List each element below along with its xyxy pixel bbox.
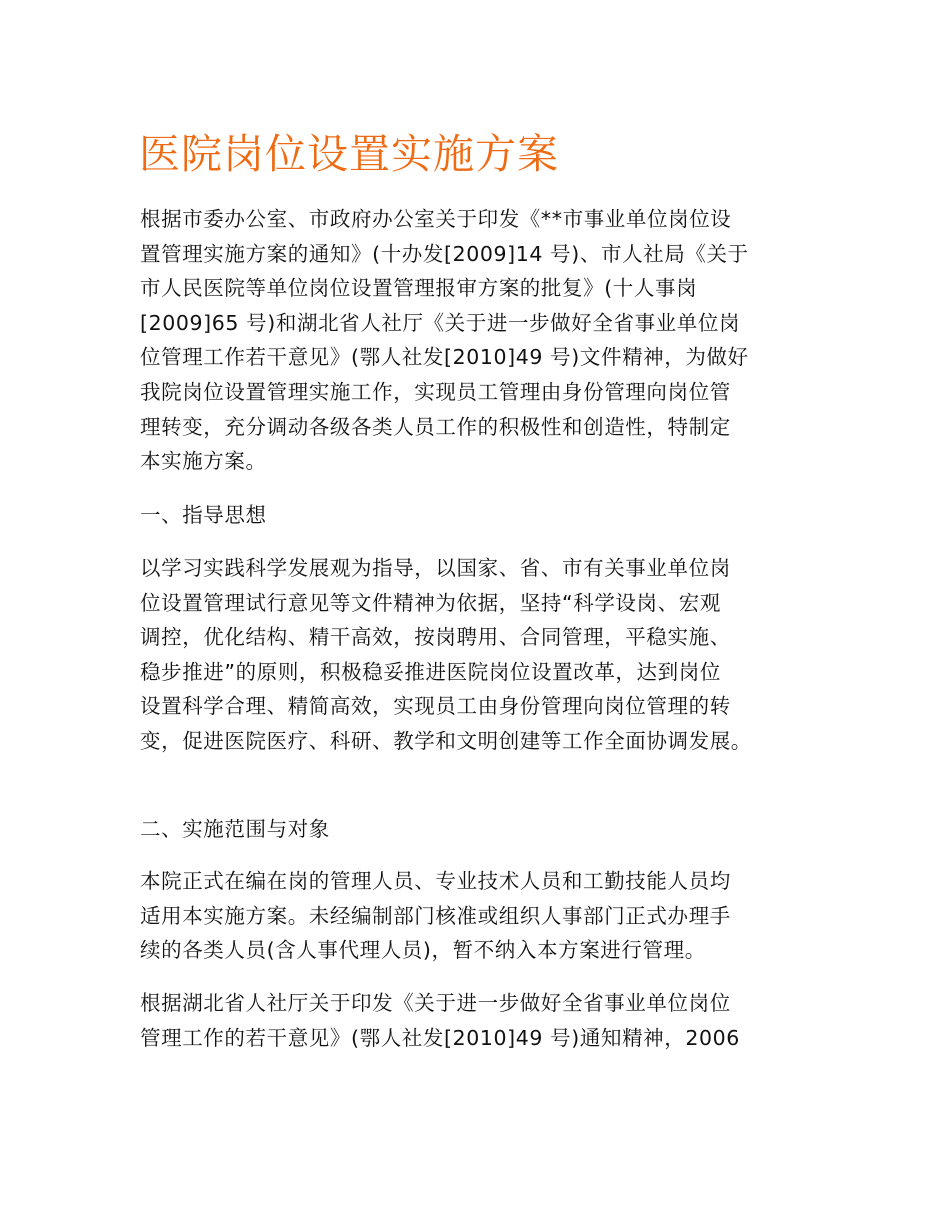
- text-line: [2009]65 号)和湖北省人社厅《关于进一步做好全省事业单位岗: [140, 310, 741, 335]
- text-line: 设置科学合理、精简高效，实现员工由身份管理向岗位管理的转: [140, 694, 731, 719]
- text-line: 位管理工作若干意见》(鄂人社发[2010]49 号)文件精神，为做好: [140, 345, 749, 370]
- text-line: 根据市委办公室、市政府办公室关于印发《**市事业单位岗位设: [140, 207, 732, 231]
- section2-paragraph-1: [140, 864, 731, 968]
- text-line: 调控，优化结构、精干高效，按岗聘用、合同管理，平稳实施、: [140, 625, 731, 650]
- text-line: 位设置管理试行意见等文件精神为依据，坚持“科学设岗、宏观: [140, 590, 721, 615]
- text-line: 本院正式在编在岗的管理人员、专业技术人员和工勤技能人员均: [140, 869, 731, 893]
- text-line: 根据湖北省人社厅关于印发《关于进一步做好全省事业单位岗位: [140, 991, 731, 1015]
- text-line: 适用本实施方案。未经编制部门核准或组织人事部门正式办理手: [140, 903, 731, 928]
- section1-paragraph: [140, 551, 752, 759]
- section-heading-scope: 二、实施范围与对象: [140, 817, 330, 841]
- text-line: 管理工作的若干意见》(鄂人社发[2010]49 号)通知精神，2006: [140, 1025, 740, 1050]
- document-title: 医院岗位设置实施方案: [139, 130, 559, 178]
- text-line: 续的各类人员(含人事代理人员)，暂不纳入本方案进行管理。: [140, 938, 706, 963]
- section2-paragraph-2: [140, 986, 740, 1055]
- text-line: 变，促进医院医疗、科研、教学和文明创建等工作全面协调发展。: [140, 728, 752, 753]
- text-line: 本实施方案。: [140, 449, 267, 474]
- text-line: 稳步推进”的原则，积极稳妥推进医院岗位设置改革，达到岗位: [140, 659, 721, 684]
- text-line: 市人民医院等单位岗位设置管理报审方案的批复》(十人事岗: [140, 276, 698, 301]
- section-heading-guiding-ideology: 一、指导思想: [140, 503, 267, 527]
- text-line: 置管理实施方案的通知》(十办发[2009]14 号)、市人社局《关于: [140, 241, 749, 266]
- text-line: 我院岗位设置管理实施工作，实现员工管理由身份管理向岗位管: [140, 379, 731, 404]
- text-line: 理转变，充分调动各级各类人员工作的积极性和创造性，特制定: [140, 414, 731, 439]
- intro-paragraph: [140, 202, 749, 479]
- text-line: 以学习实践科学发展观为指导，以国家、省、市有关事业单位岗: [140, 556, 731, 580]
